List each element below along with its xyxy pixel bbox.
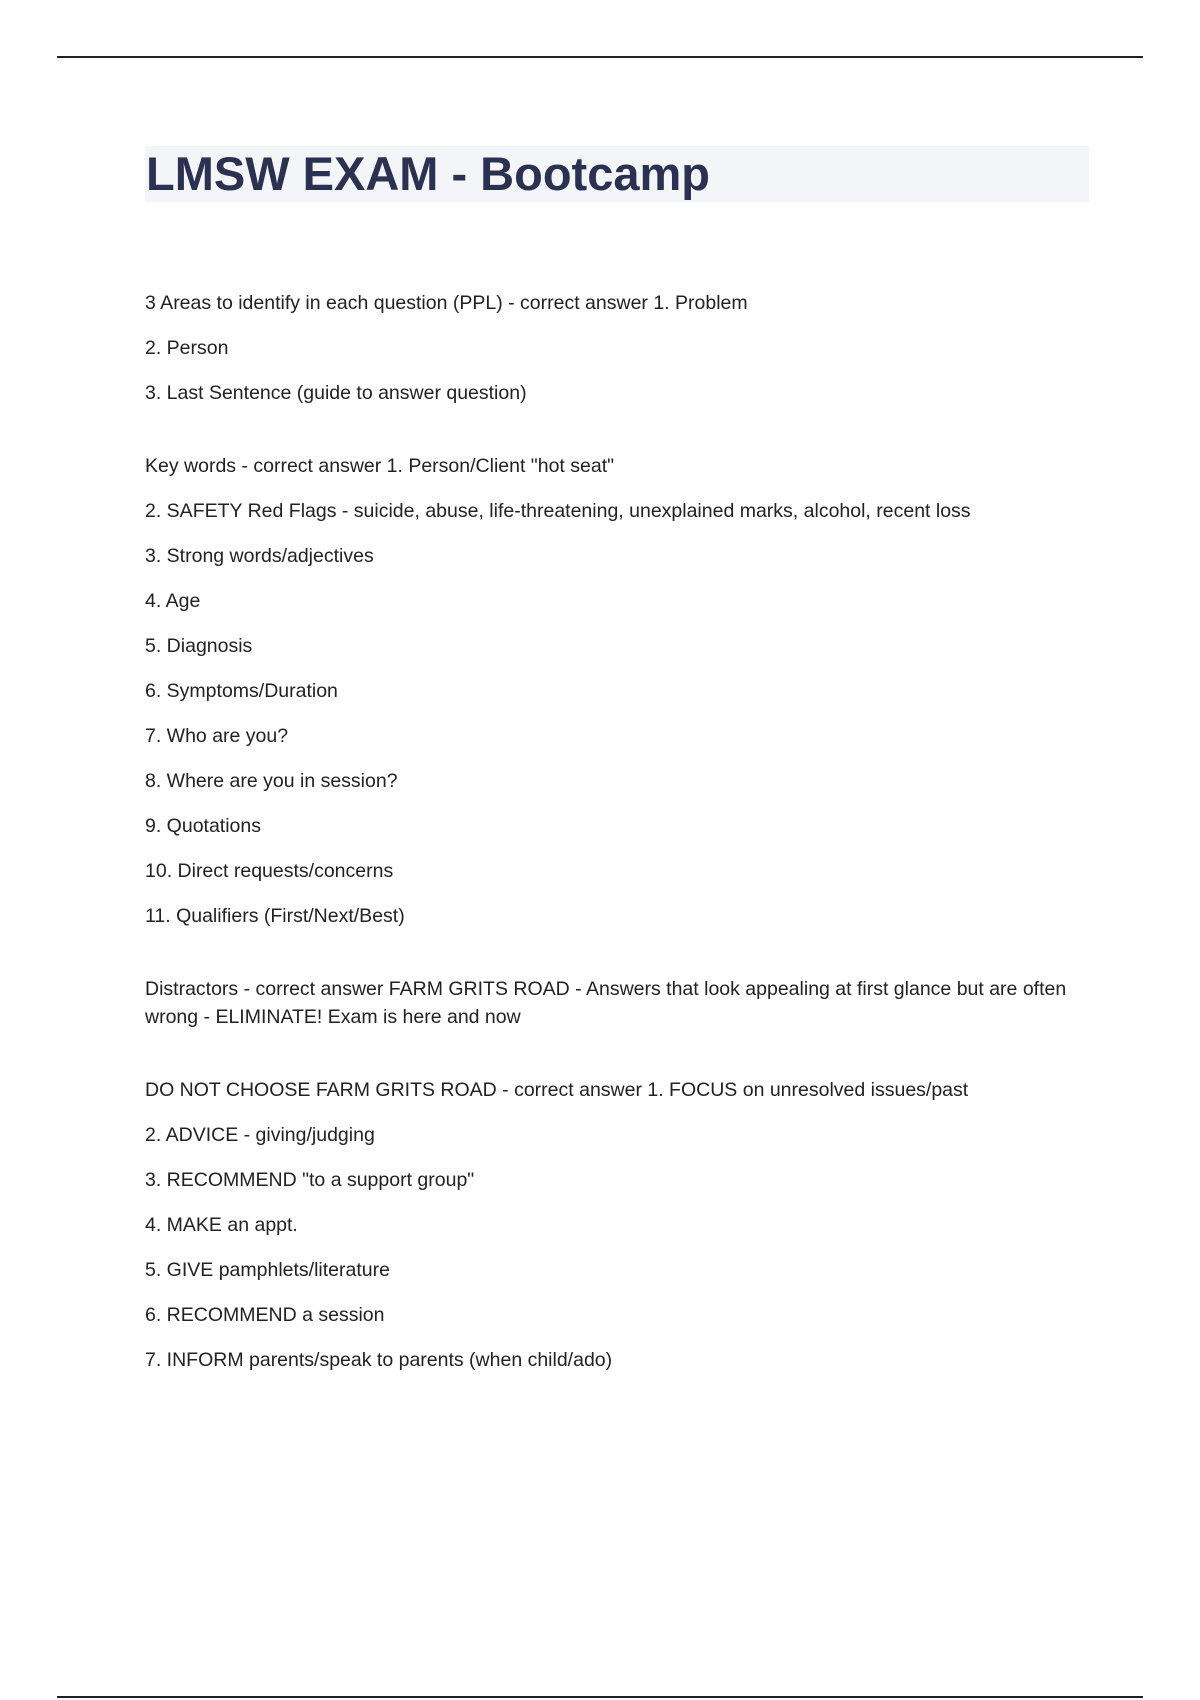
qa-line: Distractors - correct answer FARM GRITS ROAD - Answers that look appealing at first glance but are often wrong - ELIMINATE! Exam is here and now xyxy=(145,978,1067,1028)
qa-line: 3 Areas to identify in each question (PPL) - correct answer 1. Problem xyxy=(145,292,748,314)
qa-line: 5. Diagnosis xyxy=(145,635,253,657)
qa-line: 3. RECOMMEND "to a support group" xyxy=(145,1169,475,1191)
qa-line: 6. RECOMMEND a session xyxy=(145,1304,385,1326)
qa-line: 5. GIVE pamphlets/literature xyxy=(145,1259,390,1281)
qa-line: 2. SAFETY Red Flags - suicide, abuse, life-threatening, unexplained marks, alcohol, recent loss xyxy=(145,500,971,522)
qa-block-key-words xyxy=(145,452,1095,930)
qa-block-ppl xyxy=(145,289,1095,407)
qa-line: 9. Quotations xyxy=(145,815,261,837)
qa-line: 11. Qualifiers (First/Next/Best) xyxy=(145,905,405,927)
qa-line: 6. Symptoms/Duration xyxy=(145,680,338,702)
qa-line: 7. Who are you? xyxy=(145,725,289,747)
qa-block-do-not-choose xyxy=(145,1076,1095,1374)
qa-line: 7. INFORM parents/speak to parents (when child/ado) xyxy=(145,1349,613,1371)
document-title: LMSW EXAM - Bootcamp xyxy=(146,147,710,200)
bottom-rule xyxy=(57,1696,1143,1698)
qa-block-distractors xyxy=(145,975,1095,1031)
qa-line: DO NOT CHOOSE FARM GRITS ROAD - correct answer 1. FOCUS on unresolved issues/past xyxy=(145,1079,969,1101)
qa-line: 8. Where are you in session? xyxy=(145,770,398,792)
qa-line: Key words - correct answer 1. Person/Client "hot seat" xyxy=(145,455,615,477)
qa-line: 4. Age xyxy=(145,590,201,612)
qa-line: 4. MAKE an appt. xyxy=(145,1214,298,1236)
document-body xyxy=(145,289,1095,1419)
qa-line: 2. Person xyxy=(145,337,229,359)
qa-line: 2. ADVICE - giving/judging xyxy=(145,1124,375,1146)
top-rule xyxy=(57,56,1143,58)
qa-line: 10. Direct requests/concerns xyxy=(145,860,394,882)
qa-line: 3. Strong words/adjectives xyxy=(145,545,374,567)
qa-line: 3. Last Sentence (guide to answer question) xyxy=(145,382,527,404)
